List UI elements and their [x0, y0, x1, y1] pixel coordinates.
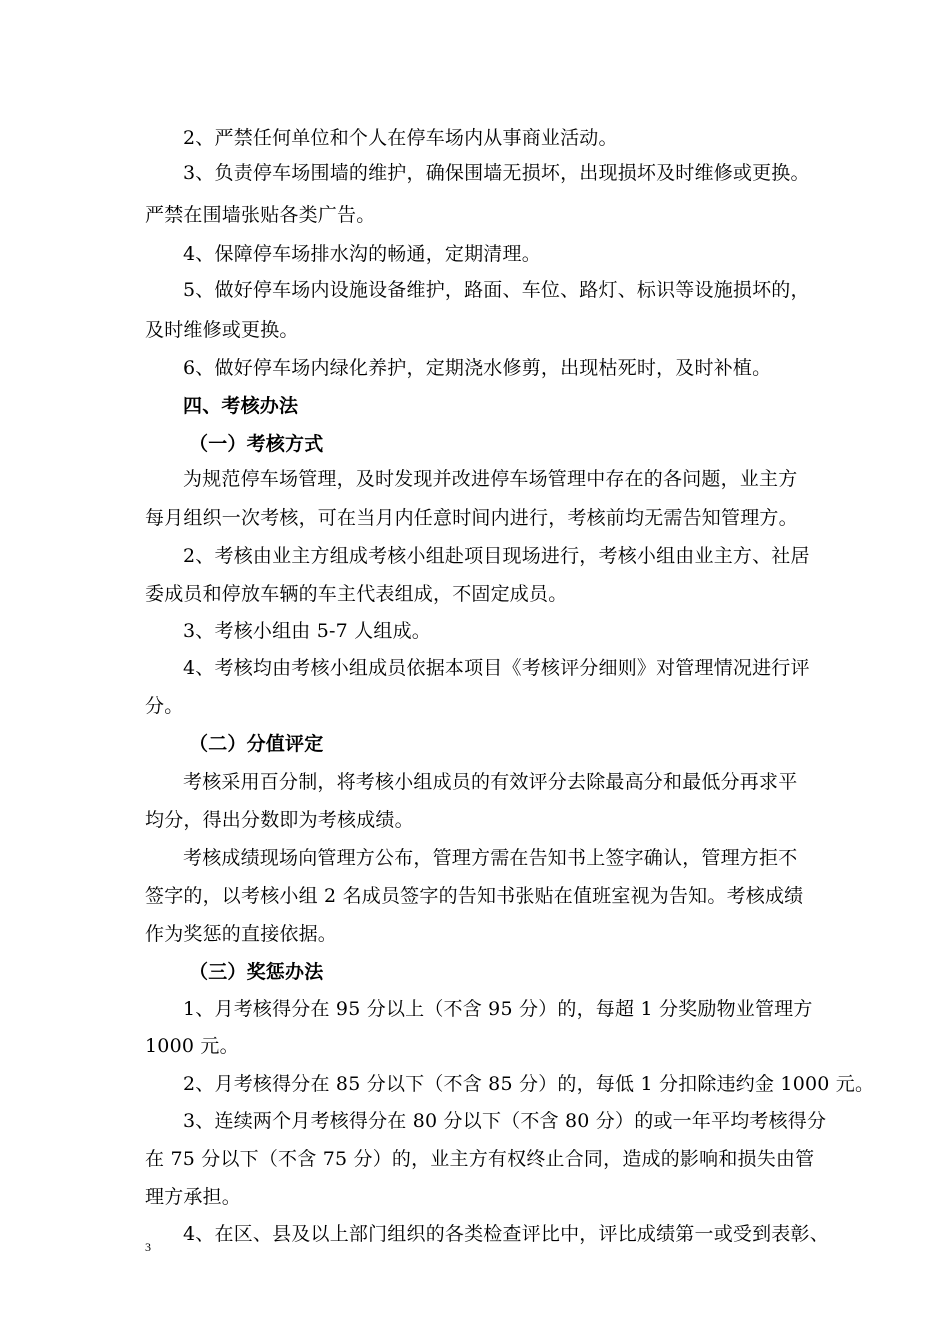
paragraph-line: 3、考核小组由 5-7 人组成。 — [183, 620, 431, 642]
paragraph-line: 考核采用百分制，将考核小组成员的有效评分去除最高分和最低分再求平 — [183, 771, 798, 793]
paragraph-line: 4、保障停车场排水沟的畅通，定期清理。 — [183, 243, 541, 265]
paragraph-line: 4、在区、县及以上部门组织的各类检查评比中，评比成绩第一或受到表彰、 — [183, 1223, 829, 1245]
paragraph-line: 3、连续两个月考核得分在 80 分以下（不含 80 分）的或一年平均考核得分 — [183, 1110, 827, 1132]
paragraph-line: 5、做好停车场内设施设备维护，路面、车位、路灯、标识等设施损坏的， — [183, 279, 810, 301]
paragraph-line: 1000 元。 — [145, 1035, 239, 1057]
subsection-heading: （二）分值评定 — [189, 733, 324, 755]
paragraph-line: 签字的，以考核小组 2 名成员签字的告知书张贴在值班室视为告知。考核成绩 — [145, 885, 804, 907]
paragraph-line: 2、月考核得分在 85 分以下（不含 85 分）的，每低 1 分扣除违约金 1000 元。 — [183, 1073, 875, 1095]
paragraph-line: 2、严禁任何单位和个人在停车场内从事商业活动。 — [183, 127, 618, 149]
paragraph-line: 1、月考核得分在 95 分以上（不含 95 分）的，每超 1 分奖励物业管理方 — [183, 998, 813, 1020]
paragraph-line: 及时维修或更换。 — [145, 319, 299, 341]
paragraph-line: 为规范停车场管理，及时发现并改进停车场管理中存在的各问题，业主方 — [183, 468, 798, 490]
paragraph-line: 分。 — [145, 695, 184, 717]
page-number: 3 — [145, 1240, 151, 1254]
paragraph-line: 4、考核均由考核小组成员依据本项目《考核评分细则》对管理情况进行评 — [183, 657, 810, 679]
paragraph-line: 理方承担。 — [145, 1186, 242, 1208]
section-heading: 四、考核办法 — [183, 395, 299, 417]
paragraph-line: 作为奖惩的直接依据。 — [145, 923, 338, 945]
paragraph-line: 在 75 分以下（不含 75 分）的，业主方有权终止合同，造成的影响和损失由管 — [145, 1148, 815, 1170]
paragraph-line: 均分，得出分数即为考核成绩。 — [145, 809, 414, 831]
paragraph-line: 考核成绩现场向管理方公布，管理方需在告知书上签字确认，管理方拒不 — [183, 847, 798, 869]
paragraph-line: 每月组织一次考核，可在当月内任意时间内进行，考核前均无需告知管理方。 — [145, 507, 798, 529]
paragraph-line: 2、考核由业主方组成考核小组赴项目现场进行，考核小组由业主方、社居 — [183, 545, 810, 567]
subsection-heading: （三）奖惩办法 — [189, 961, 324, 983]
paragraph-line: 6、做好停车场内绿化养护，定期浇水修剪，出现枯死时，及时补植。 — [183, 357, 772, 379]
subsection-heading: （一）考核方式 — [189, 433, 324, 455]
paragraph-line: 严禁在围墙张贴各类广告。 — [145, 204, 376, 226]
paragraph-line: 委成员和停放车辆的车主代表组成，不固定成员。 — [145, 583, 568, 605]
paragraph-line: 3、负责停车场围墙的维护，确保围墙无损坏，出现损坏及时维修或更换。 — [183, 162, 810, 184]
